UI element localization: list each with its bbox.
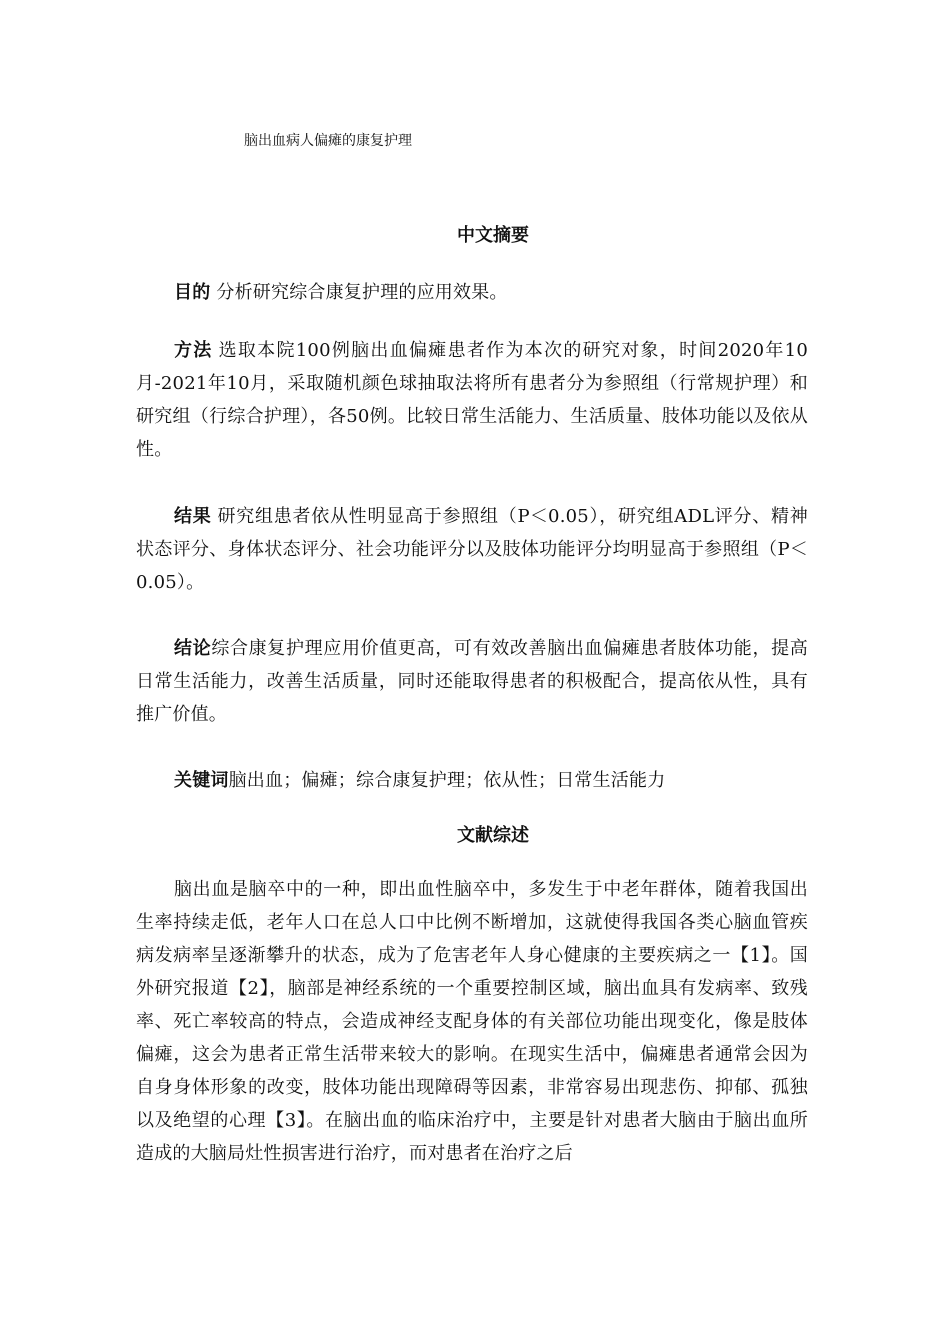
keywords-label: 关键词 bbox=[174, 770, 229, 791]
purpose-text: 分析研究综合康复护理的应用效果。 bbox=[216, 282, 508, 303]
abstract-method-paragraph bbox=[136, 334, 808, 466]
result-text: 研究组患者依从性明显高于参照组（P＜0.05），研究组ADL评分、精神状态评分、身体状态评分、社会功能评分以及肢体功能评分均明显高于参照组（P＜0.05）。 bbox=[136, 506, 808, 593]
abstract-conclusion-paragraph bbox=[136, 632, 808, 731]
keywords-text: 脑出血；偏瘫；综合康复护理；依从性；日常生活能力 bbox=[228, 770, 666, 791]
abstract-purpose-paragraph bbox=[136, 276, 808, 309]
method-label: 方法 bbox=[174, 340, 213, 361]
abstract-result-paragraph bbox=[136, 500, 808, 599]
abstract-heading: 中文摘要 bbox=[457, 225, 529, 246]
abstract-keywords-paragraph bbox=[136, 764, 808, 797]
conclusion-label: 结论 bbox=[174, 638, 212, 659]
result-label: 结果 bbox=[174, 506, 212, 527]
review-paragraph: 脑出血是脑卒中的一种，即出血性脑卒中，多发生于中老年群体，随着我国出生率持续走低，老年人口在总人口中比例不断增加，这就使得我国各类心脑血管疾病发病率呈逐渐攀升的状态，成为了危害老年人身心健康的主要疾病之一【1】。国外研究报道【2】，脑部是神经系统的一个重要控制区域，脑出血具有发病率、致残率、死亡率较高的特点，会造成神经支配身体的有关部位功能出现变化，像是肢体偏瘫，这会为患者正常生活带来较大的影响。在现实生活中，偏瘫患者通常会因为自身身体形象的改变，肢体功能出现障碍等因素，非常容易出现悲伤、抑郁、孤独以及绝望的心理【3】。在脑出血的临床治疗中，主要是针对患者大脑由于脑出血所造成的大脑局灶性损害进行治疗，而对患者在治疗之后 bbox=[136, 879, 808, 1164]
method-text: 选取本院100例脑出血偏瘫患者作为本次的研究对象，时间2020年10月-2021年10月，采取随机颜色球抽取法将所有患者分为参照组（行常规护理）和研究组（行综合护理），各50例。比较日常生活能力、生活质量、肢体功能以及依从性。 bbox=[136, 340, 808, 460]
document-title: 脑出血病人偏瘫的康复护理 bbox=[244, 133, 412, 149]
review-heading: 文献综述 bbox=[457, 825, 529, 846]
conclusion-text: 综合康复护理应用价值更高，可有效改善脑出血偏瘫患者肢体功能，提高日常生活能力，改善生活质量，同时还能取得患者的积极配合，提高依从性，具有推广价值。 bbox=[136, 638, 808, 725]
purpose-label: 目的 bbox=[174, 282, 211, 303]
